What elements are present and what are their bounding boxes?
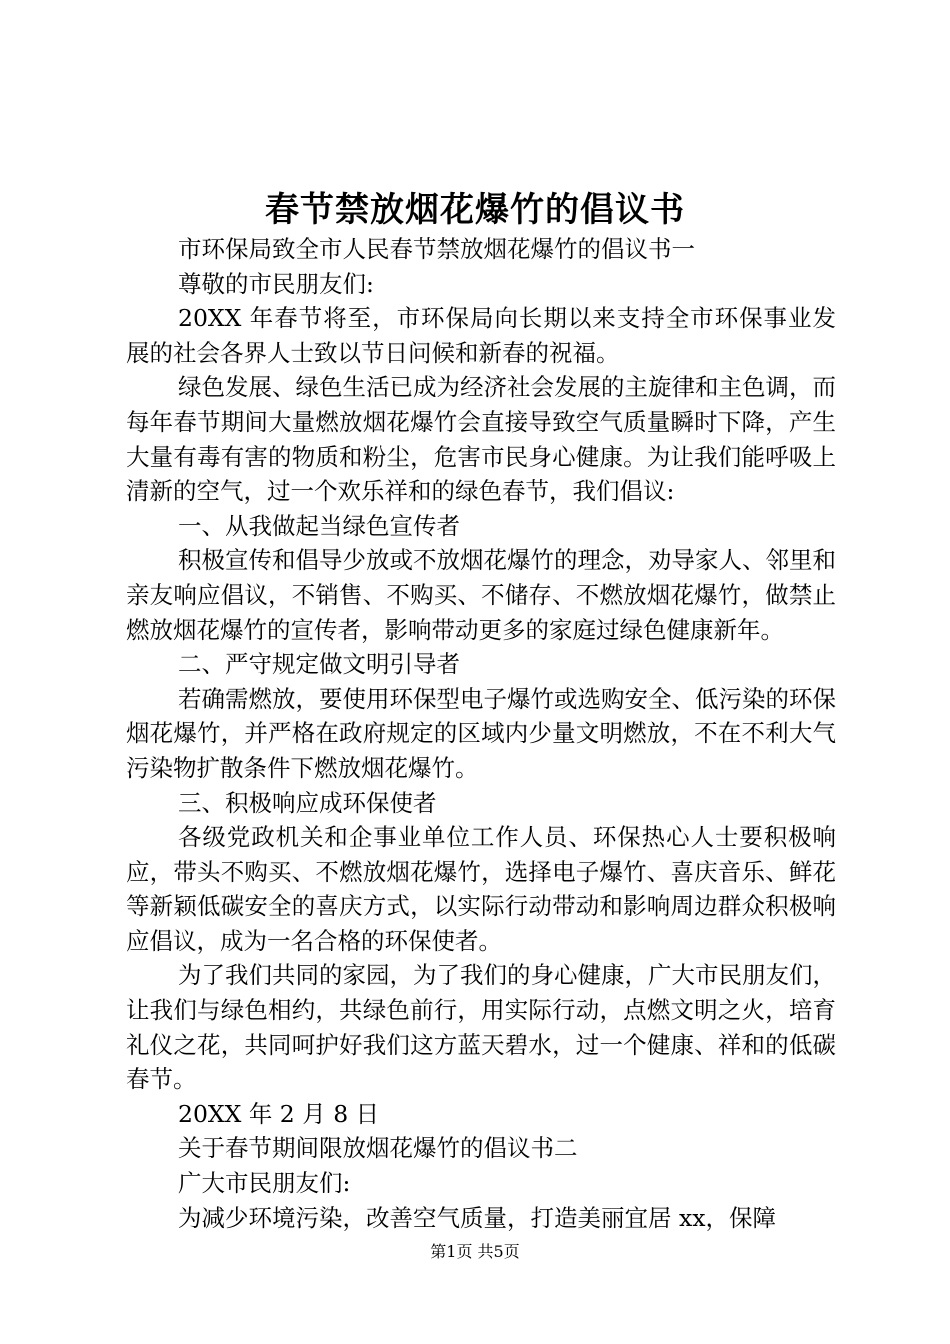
paragraph-date: 20XX 年 2 月 8 日 [178,1099,380,1128]
paragraph-letter-2-heading: 关于春节期间限放烟花爆竹的倡议书二 [178,1134,578,1163]
page-footer: 第1页 共5页 [430,1242,520,1261]
section-heading-2: 二、严守规定做文明引导者 [178,650,460,679]
paragraph-section-2: 若确需燃放，要使用环保型电子爆竹或选购安全、低污染的环保烟花爆竹，并严格在政府规定的区域内少量文明燃放，不在不利大气污染物扩散条件下燃放烟花爆竹。 [126,684,836,782]
paragraph-salutation-1: 尊敬的市民朋友们: [178,269,374,298]
paragraph-section-3: 各级党政机关和企事业单位工作人员、环保热心人士要积极响应，带头不购买、不燃放烟花爆竹，选择电子爆竹、喜庆音乐、鲜花等新颖低碳安全的喜庆方式，以实际行动带动和影响周边群众积极响应倡议，成为一名合格的环保使者。 [126,823,836,955]
paragraph-letter-2-start: 为减少环境污染，改善空气质量，打造美丽宜居 xx，保障 [178,1203,776,1232]
paragraph-background: 绿色发展、绿色生活已成为经济社会发展的主旋律和主色调，而每年春节期间大量燃放烟花爆竹会直接导致空气质量瞬时下降，产生大量有毒有害的物质和粉尘，危害市民身心健康。为让我们能呼吸上清新的空气，过一个欢乐祥和的绿色春节，我们倡议: [126,373,836,506]
paragraph-section-1: 积极宣传和倡导少放或不放烟花爆竹的理念，劝导家人、邻里和亲友响应倡议，不销售、不购买、不储存、不燃放烟花爆竹，做禁止燃放烟花爆竹的宣传者，影响带动更多的家庭过绿色健康新年。 [126,546,836,644]
document-body [126,232,836,1235]
paragraph-letter-1-heading: 市环保局致全市人民春节禁放烟花爆竹的倡议书一 [178,235,695,263]
paragraph-intro: 20XX 年春节将至，市环保局向长期以来支持全市环保事业发展的社会各界人士致以节日问候和新春的祝福。 [126,304,836,367]
paragraph-closing: 为了我们共同的家园，为了我们的身心健康，广大市民朋友们，让我们与绿色相约，共绿色前行，用实际行动，点燃文明之火，培育礼仪之花，共同呵护好我们这方蓝天碧水，过一个健康、祥和的低碳春节。 [126,961,836,1094]
section-heading-3: 三、积极响应成环保使者 [178,788,437,817]
section-heading-1: 一、从我做起当绿色宣传者 [178,511,460,540]
document-title: 春节禁放烟花爆竹的倡议书 [265,190,685,230]
paragraph-salutation-2: 广大市民朋友们: [178,1169,351,1198]
